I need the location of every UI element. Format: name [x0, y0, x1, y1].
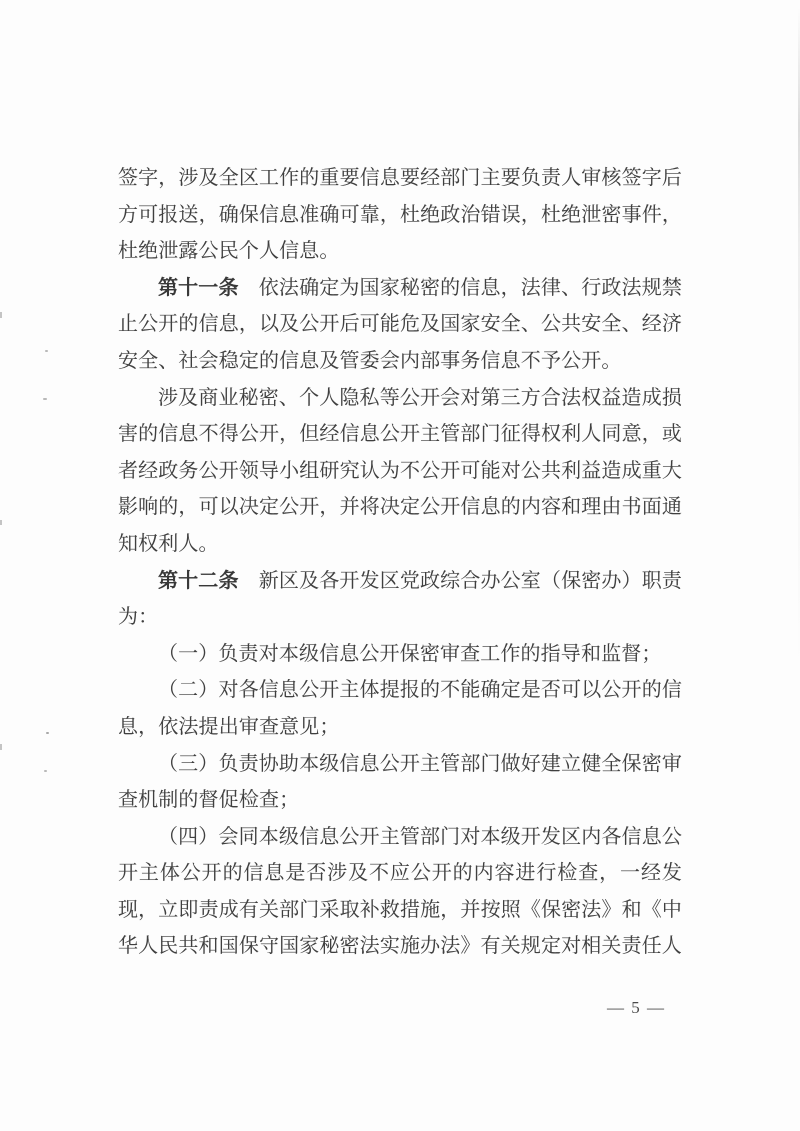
scan-edge-mark	[0, 744, 2, 750]
article-11-heading: 第十一条	[158, 276, 239, 299]
paragraph-article-11	[118, 270, 682, 380]
scan-speck	[46, 732, 49, 734]
paragraph-text: 依法确定为国家秘密的信息，法律、行政法规禁止公开的信息，以及公开后可能危及国家安全、公共安全、经济安全、社会稳定的信息及管委会内部事务信息不予公开。	[118, 276, 682, 372]
paragraph-duty-item-2	[118, 672, 682, 745]
scan-edge-mark	[0, 520, 2, 525]
paragraph-duty-item-3	[118, 746, 682, 819]
scan-speck	[45, 350, 48, 352]
scan-edge-mark	[0, 312, 2, 318]
scan-speck	[44, 770, 47, 772]
paragraph-text: 签字，涉及全区工作的重要信息要经部门主要负责人审核签字后方可报送，确保信息准确可靠，杜绝政治错误，杜绝泄密事件，杜绝泄露公民个人信息。	[118, 167, 682, 263]
paragraph-duty-item-4	[118, 819, 682, 965]
paragraph-third-party	[118, 380, 682, 563]
paragraph-text: 涉及商业秘密、个人隐私等公开会对第三方合法权益造成损害的信息不得公开，但经信息公开主管部门征得权利人同意，或者经政务公开领导小组研究认为不公开可能对公共利益造成重大影响的，可以决定公开，并将决定公开信息的内容和理由书面通知权利人。	[118, 386, 682, 555]
paragraph-text: （四）会同本级信息公开主管部门对本级开发区内各信息公开主体公开的信息是否涉及不应公开的内容进行检查，一经发现，立即责成有关部门采取补救措施，并按照《保密法》和《中华人民共和国保守国家秘密法实施办法》有关规定对相关责任人	[118, 825, 682, 958]
paragraph-text: 新区及各开发区党政综合办公室（保密办）职责为：	[118, 569, 682, 629]
paragraph-text: （一）负责对本级信息公开保密审查工作的指导和监督；	[158, 642, 662, 665]
scan-speck	[43, 398, 47, 400]
article-12-heading: 第十二条	[158, 569, 239, 592]
paragraph-continuation	[118, 160, 682, 270]
paragraph-text: （二）对各信息公开主体提报的不能确定是否可以公开的信息，依法提出审查意见；	[118, 679, 682, 738]
paragraph-duty-item-1	[118, 636, 682, 673]
paragraph-article-12	[118, 563, 682, 636]
document-body	[118, 160, 682, 965]
paragraph-text: （三）负责协助本级信息公开主管部门做好建立健全保密审查机制的督促检查；	[118, 752, 682, 812]
page-number: — 5 —	[607, 998, 666, 1017]
